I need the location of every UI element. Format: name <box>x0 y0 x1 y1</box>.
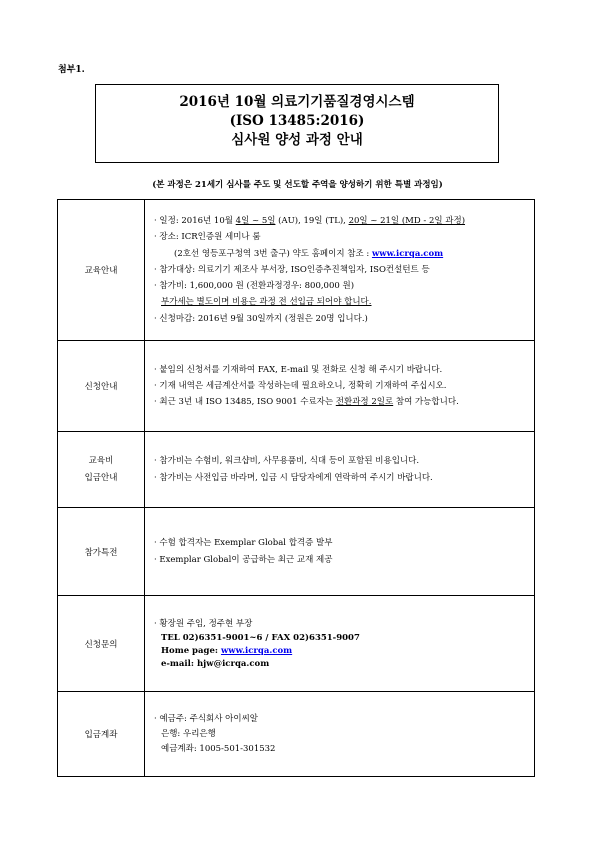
fee-line: · 참가비: 1,600,000 원 (전환과정경우: 800,000 원) <box>154 281 355 292</box>
application-line-3-prefix: · 최근 3년 내 ISO 13485, ISO 9001 수료자는 <box>154 397 336 408</box>
venue-detail-line <box>154 246 534 262</box>
schedule-prefix: · 일정: 2016년 10월 <box>154 216 236 227</box>
table-row-education <box>58 200 535 341</box>
schedule-au-dates: 4일 ~ 5일 <box>235 216 276 227</box>
deadline-line: · 신청마감: 2016년 9월 30일까지 (정원은 20명 입니다.) <box>154 313 368 324</box>
account-content <box>145 692 535 777</box>
application-line-1: · 붙임의 신청서를 기재하여 FAX, E-mail 및 전화로 신청 해 주시기 바랍니다. <box>154 364 443 375</box>
title-line-3: 심사원 양성 과정 안내 <box>231 132 363 148</box>
conversion-course-note: 전환과정 2일로 <box>335 397 394 408</box>
application-line-3-suffix: 참여 가능합니다. <box>393 397 459 408</box>
payment-info-label <box>58 432 145 508</box>
account-label: 입금계좌 <box>58 692 145 777</box>
table-row-inquiry <box>58 596 535 692</box>
schedule-line <box>154 213 534 229</box>
venue-website-link[interactable]: www.icrqa.com <box>371 248 444 259</box>
application-label: 신청안내 <box>58 341 145 432</box>
inquiry-homepage <box>154 645 534 658</box>
inquiry-content <box>145 596 535 692</box>
education-label: 교육안내 <box>58 200 145 341</box>
title-line-2: (ISO 13485:2016) <box>229 113 365 129</box>
inquiry-tel-fax: TEL 02)6351-9001~6 / FAX 02)6351-9007 <box>161 632 360 643</box>
table-row-account <box>58 692 535 777</box>
benefits-line-1: · 수험 합격자는 Exemplar Global 합격증 발부 <box>154 538 333 549</box>
schedule-md-dates: 20일 ~ 21일 (MD - 2일 과정) <box>348 216 466 227</box>
target-line: · 참가대상: 의료기기 제조사 부서장, ISO인증추진책임자, ISO컨설턴트 등 <box>154 264 430 275</box>
vat-note: 부가세는 별도이며 비용은 과정 전 선입금 되어야 합니다. <box>161 297 372 308</box>
inquiry-email: e-mail: hjw@icrqa.com <box>161 658 270 669</box>
inquiry-label: 신청문의 <box>58 596 145 692</box>
inquiry-homepage-prefix: Home page: <box>161 645 221 656</box>
payment-info-content <box>145 432 535 508</box>
inquiry-contact-names: · 황장원 주임, 정주현 부장 <box>154 618 253 629</box>
attachment-label: 첨부1. <box>58 65 85 75</box>
subtitle: (본 과정은 21세기 심사를 주도 및 선도할 주역을 양성하기 위한 특별 과정임) <box>152 180 443 190</box>
account-holder: · 예금주: 주식회사 아이씨알 <box>154 713 258 724</box>
table-row-payment-info <box>58 432 535 508</box>
benefits-content <box>145 508 535 596</box>
inquiry-homepage-link[interactable]: www.icrqa.com <box>220 645 293 656</box>
application-line-2: · 기재 내역은 세금계산서를 작성하는데 필요하오니, 정확히 기재하여 주십시오. <box>154 380 447 391</box>
payment-info-line-1: · 참가비는 수험비, 워크샵비, 사무용품비, 식대 등이 포함된 비용입니다. <box>154 456 420 467</box>
account-bank: 은행: 우리은행 <box>161 728 216 739</box>
benefits-label: 참가특전 <box>58 508 145 596</box>
benefits-line-2: · Exemplar Global이 공급하는 최근 교재 제공 <box>154 554 333 565</box>
account-number: 예금계좌: 1005-501-301532 <box>161 743 276 754</box>
table-row-benefits <box>58 508 535 596</box>
application-content <box>145 341 535 432</box>
schedule-mid: (AU), 19일 (TL), <box>275 216 349 227</box>
venue-line: · 장소: ICR인증원 세미나 룸 <box>154 232 261 243</box>
title-box <box>95 84 499 163</box>
venue-detail-prefix: (2호선 영등포구청역 3번 출구) 약도 홈페이지 참조 : <box>174 248 372 259</box>
payment-info-line-2: · 참가비는 사전입금 바라며, 입금 시 담당자에게 연락하여 주시기 바랍니다. <box>154 472 433 483</box>
education-content <box>145 200 535 341</box>
info-table <box>57 199 535 777</box>
table-row-application <box>58 341 535 432</box>
payment-info-label-line-1: 교육비 <box>88 455 114 466</box>
payment-info-label-line-2: 입금안내 <box>84 472 118 483</box>
title-line-1: 2016년 10월 의료기기품질경영시스템 <box>179 94 415 110</box>
application-line-3 <box>154 394 534 410</box>
